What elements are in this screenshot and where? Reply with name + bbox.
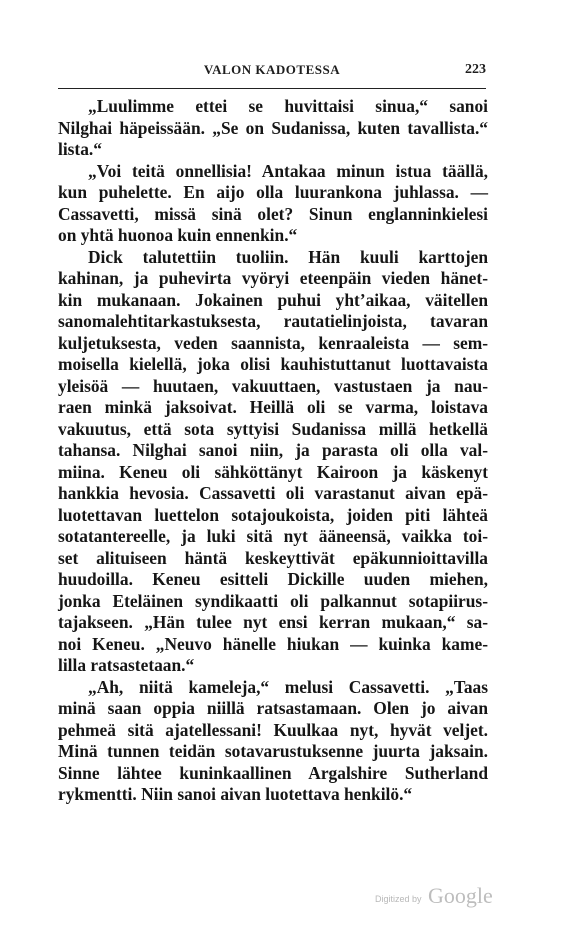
text-line: Minä tunnen teidän sotavarustuksenne juurta jaksain.: [58, 741, 488, 761]
text-line: kahinan, ja puhevirta vyöryi eteenpäin vieden hänet-: [58, 268, 488, 288]
body-text: [58, 96, 488, 806]
page-number: 223: [465, 62, 486, 77]
text-line: on yhtä huonoa kuin ennenkin.“: [58, 225, 298, 245]
text-line: raen minkä jaksoivat. Heillä oli se varma, loistava: [58, 397, 488, 417]
text-line: lista.“: [58, 139, 102, 159]
text-line: minä saan oppia niillä ratsastamaan. Olen jo aivan: [58, 698, 488, 718]
text-line: sotatantereelle, ja luki sitä nyt ääneensä, vaikka toi-: [58, 526, 488, 546]
text-line: Cassavetti, missä sinä olet? Sinun englanninkielesi: [58, 203, 488, 224]
text-line: kun puhelette. En aijo olla luurankona juhlassa. —: [58, 182, 488, 202]
running-title: VALON KADOTESSA: [203, 62, 341, 77]
text-line: Dick talutettiin tuoliin. Hän kuuli karttojen: [88, 246, 488, 267]
text-line: „Voi teitä onnellisia! Antakaa minun istua täällä,: [88, 160, 488, 181]
google-logo-text: Google: [428, 883, 493, 908]
text-line: lilla ratsastetaan.“: [58, 655, 195, 675]
text-line: kin mukanaan. Jokainen puhui yht’aikaa, väitellen: [58, 289, 488, 310]
digitized-by-text: Digitized by: [375, 894, 422, 904]
digitized-by-google-watermark: [375, 885, 495, 909]
text-line: kuljetuksesta, veden saannista, kenraaleista — sem-: [58, 332, 488, 353]
text-line: jonka Eteläinen syndikaatti oli palkannut sotapiirus-: [58, 590, 488, 611]
text-line: miina. Keneu oli sähköttänyt Kairoon ja käskenyt: [58, 461, 488, 482]
text-line: yleisöä — huutaen, vakuuttaen, vastustaen ja nau-: [58, 375, 488, 396]
text-line: „Ah, niitä kameleja,“ melusi Cassavetti. „Taas: [88, 676, 488, 697]
text-line: hankkia hevosia. Cassavetti oli varastanut aivan epä-: [58, 483, 488, 503]
text-line: Sinne lähtee kuninkaallinen Argalshire Sutherland: [58, 762, 488, 783]
header-rule: [58, 88, 486, 89]
text-line: vakuutus, että sota syttyisi Sudanissa millä hetkellä: [58, 418, 488, 439]
text-line: tahansa. Nilghai sanoi niin, ja parasta oli olla val-: [58, 440, 488, 460]
running-header: [58, 62, 486, 82]
text-line: huudoilla. Keneu esitteli Dickille uuden miehen,: [58, 569, 488, 589]
text-line: noi Keneu. „Neuvo hänelle hiukan — kuinka kame-: [58, 633, 488, 654]
text-line: pehmeä sitä ajatellessani! Kuulkaa nyt, hyvät veljet.: [58, 719, 488, 740]
text-line: tajakseen. „Hän tulee nyt ensi kerran mukaan,“ sa-: [58, 612, 488, 632]
text-line: rykmentti. Niin sanoi aivan luotettava henkilö.“: [58, 784, 413, 804]
text-line: luotettavan luettelon sotajoukoista, joiden piti lähteä: [58, 504, 488, 525]
text-line: moisella kielellä, joka olisi kauhistuttanut luottavaista: [58, 354, 488, 374]
text-line: sanomalehtitarkastuksesta, rautatielinjoista, tavaran: [58, 311, 488, 331]
text-line: set alituiseen häntä keskeyttivät epäkunnioittavilla: [58, 547, 488, 568]
text-line: „Luulimme ettei se huvittaisi sinua,“ sanoi: [88, 96, 488, 116]
text-line: Nilghai häpeissään. „Se on Sudanissa, kuten tavallista.“: [58, 117, 488, 138]
